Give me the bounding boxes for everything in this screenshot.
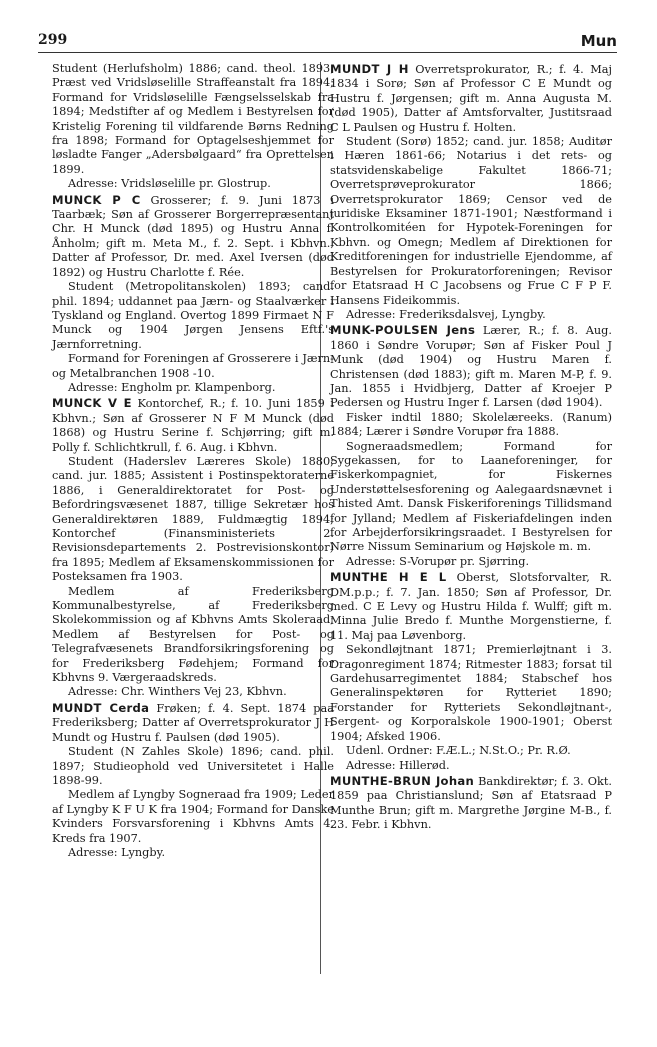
right-column (330, 62, 612, 834)
entry-munck-v-e (52, 396, 334, 700)
entry-paragraph: Sogneraadsmedlem; Formand for Sygekassen, for to Laaneforeninger, for Fiskerkompagniet, for Fiskernes Understøttelsesforening og Aalegaardsnævnet i Thisted Amt. Dansk Fiskeriforenings Tillidsmand for Jylland; Medlem af Fiskeriafdelingen inden for Arbejderforsikringsraadet. I Bestyrelsen for Nørre Nissum Seminarium og Højskole m. m. (330, 439, 612, 554)
entry-paragraph: Udenl. Ordner: F.Æ.L.; N.St.O.; Pr. R.Ø. (346, 744, 571, 758)
entry-paragraph: Student (Herlufsholm) 1886; cand. theol. 1893; Præst ved Vridsløselille Straffeanstalt fra 1894; Formand for Vridsløselille Fængselsselskab fra 1894; Medstifter af og Medlem i Bestyrelsen for Kristelig Forening til vildfarende Børns Redning fra 1898; Formand for Optagelseshjemmet for løsladte Fanger „Adersbølgaard“ fra Oprettelsen 1899. (52, 62, 334, 176)
entry-mundt-j-h (330, 62, 612, 322)
entry-continued (52, 62, 334, 192)
entry-paragraph (52, 193, 334, 280)
entry-address: Adresse: Lyngby. (68, 845, 166, 859)
entry-name: MUNDT Cerda (52, 700, 150, 715)
entry-text: Overretsprokurator, R.; f. 4. Maj 1834 i Sorø; Søn af Professor C E Mundt og Hustru f. Jørgensen; gift m. Anna Augusta M. (død 1905), Datter af Amtsforvalter, Justitsraad C L Paulsen og Hustru f. Holten. (330, 63, 613, 134)
entry-paragraph (330, 323, 612, 410)
entry-address: Adresse: Hillerød. (346, 758, 450, 772)
entry-paragraph: Sekondløjtnant 1871; Premierløjtnant i 3. Dragonregiment 1874; Ritmester 1883; forsat til Gardehusarregimentet 1884; Stabschef hos Generalinspektøren for Rytteriet 1890; Forstander for Rytteriets Sekondløjtnant-, Sergent- og Korporalskole 1900-1901; Oberst 1904; Afsked 1906. (330, 643, 612, 743)
entry-text: Oberst, Slotsforvalter, R. DM.p.p.; f. 7. Jan. 1850; Søn af Professor, Dr. med. C E Levy og Hustru Hilda f. Wulff; gift m. Minna Julie Bredo f. Munthe Morgenstierne, f. 11. Maj paa Løvenborg. (330, 571, 612, 642)
entry-text: Kontorchef, R.; f. 10. Juni 1859 i Kbhvn.; Søn af Grosserer N F M Munck (død 1868) og Hustru Serine f. Schjørring; gift m. Polly f. Schlichtkrull, f. 6. Aug. i Kbhvn. (52, 397, 334, 454)
entry-paragraph (52, 701, 334, 745)
entry-address: Adresse: Frederiksdalsvej, Lyngby. (346, 307, 546, 321)
entry-paragraph (330, 62, 612, 135)
page-number: 299 (38, 32, 68, 48)
entry-address: Adresse: S-Vorupør pr. Sjørring. (346, 554, 530, 568)
entry-address: Adresse: Vridsløselille pr. Glostrup. (68, 177, 271, 191)
entry-address: Adresse: Engholm pr. Klampenborg. (68, 380, 276, 394)
entry-munk-poulsen-jens (330, 323, 612, 569)
entry-address: Adresse: Chr. Winthers Vej 23, Kbhvn. (68, 685, 287, 699)
entry-paragraph: Medlem af Lyngby Sogneraad fra 1909; Leder af Lyngby K F U K fra 1904; Formand for Danske Kvinders Forsvarsforening i Kbhvns Amts 4. Kreds fra 1907. (52, 788, 334, 845)
entry-text: Lærer, R.; f. 8. Aug. 1860 i Søndre Vorupør; Søn af Fisker Poul J Munk (død 1904) og Hustru Maren f. Christensen (død 1883); gift m. Maren M-P, f. 9. Jan. 1855 i Hvidbjerg, Datter af Kroejer P Pedersen og Hustru Inger f. Larsen (død 1904). (330, 324, 612, 410)
entry-paragraph: Student (N Zahles Skole) 1896; cand. phil. 1897; Studieophold ved Universitetet i Halle 1898-99. (52, 745, 334, 787)
entry-name: MUNTHE H E L (330, 570, 447, 585)
entry-text: Grosserer; f. 9. Juni 1873 i Taarbæk; Søn af Grosserer Borgerrepræsentant Chr. H Munck (død 1895) og Hustru Anna f. Ånholm; gift m. Meta M., f. 2. Sept. i Kbhvn., Datter af Professor, Dr. med. Axel Iversen (død 1892) og Hustru Charlotte f. Rée. (52, 193, 334, 279)
entry-paragraph (330, 774, 612, 833)
entry-paragraph: Formand for Foreningen af Grosserere i Jærn- og Metalbranchen 1908 -10. (52, 352, 334, 380)
entry-paragraph: Medlem af Frederiksberg Kommunalbestyrelse, af Frederiksberg Skolekommission og af Kbhvns Amts Skoleraad; Medlem af Bestyrelsen for Post- og Telegrafvæsenets Brandforsikringsforening og for Frederiksberg Fødehjem; Formand for Kbhvns 9. Værgeraadskreds. (52, 584, 334, 685)
entry-paragraph: Student (Haderslev Læreres Skole) 1880; cand. jur. 1885; Assistent i Postinspektoraterne 1886, i Generaldirektoratet for Post- og Befordringsvæsenet 1887, tillige Sekretær hos Generaldirektøren 1889, Fuldmægtig 1894; Kontorchef (Finansministeriets 2. Revisionsdepartements 2. Postrevisionskontor) fra 1895; Medlem af Eksamenskommissionen for Posteksamen fra 1903. (52, 454, 334, 584)
entry-name: MUNTHE-BRUN Johan (330, 773, 475, 788)
entry-paragraph: Student (Sorø) 1852; cand. jur. 1858; Auditør i Hæren 1861-66; Notarius i det rets- og statsvidenskabelige Fakultet 1866-71; Overretsprøveprokurator 1866; Overretsprokurator 1869; Censor ved de juridiske Eksaminer 1871-1901; Næstformand i Kontrolkomitéen for Hypotek-Foreningen for Kbhvn. og Omegn; Medlem af Direktionen for Kreditforeningen for industrielle Ejendomme, af Bestyrelsen for Prokuratorforeningen; Revisor for Etatsraad H C Jacobsens og Frue C F P F. Hansens Fideikommis. (330, 135, 612, 307)
entry-munthe-brun-johan (330, 774, 612, 833)
entry-mundt-cerda (52, 701, 334, 860)
running-head: Mun (580, 32, 617, 50)
entry-name: MUNK-POULSEN Jens (330, 323, 476, 338)
entry-paragraph: Fisker indtil 1880; Skolelæreeks. (Ranum) 1884; Lærer i Søndre Vorupør fra 1888. (330, 410, 612, 439)
entry-paragraph (330, 570, 612, 643)
entry-name: MUNDT J H (330, 62, 409, 76)
page-header (38, 32, 617, 52)
left-column (52, 62, 334, 861)
entry-paragraph (52, 396, 334, 455)
header-rule (38, 52, 617, 53)
entry-munck-p-c (52, 193, 334, 396)
entry-name: MUNCK P C (52, 192, 141, 207)
entry-paragraph: Student (Metropolitanskolen) 1893; cand. phil. 1894; uddannet paa Jærn- og Staalværker i Tyskland og England. Overtog 1899 Firmaet N F Munck og 1904 Jørgen Jensens Eftf.'s Jærnforretning. (52, 280, 334, 351)
entry-munthe-h-e-l (330, 570, 612, 773)
entry-name: MUNCK V E (52, 396, 132, 411)
entry-text: Frøken; f. 4. Sept. 1874 paa Frederiksberg; Datter af Overretsprokurator J H Mundt og Hustru f. Paulsen (død 1905). (52, 701, 334, 744)
entry-text: Bankdirektør; f. 3. Okt. 1859 paa Christianslund; Søn af Etatsraad P Munthe Brun; gift m. Margrethe Jørgine M-B., f. 23. Febr. i Kbhvn. (330, 774, 613, 832)
